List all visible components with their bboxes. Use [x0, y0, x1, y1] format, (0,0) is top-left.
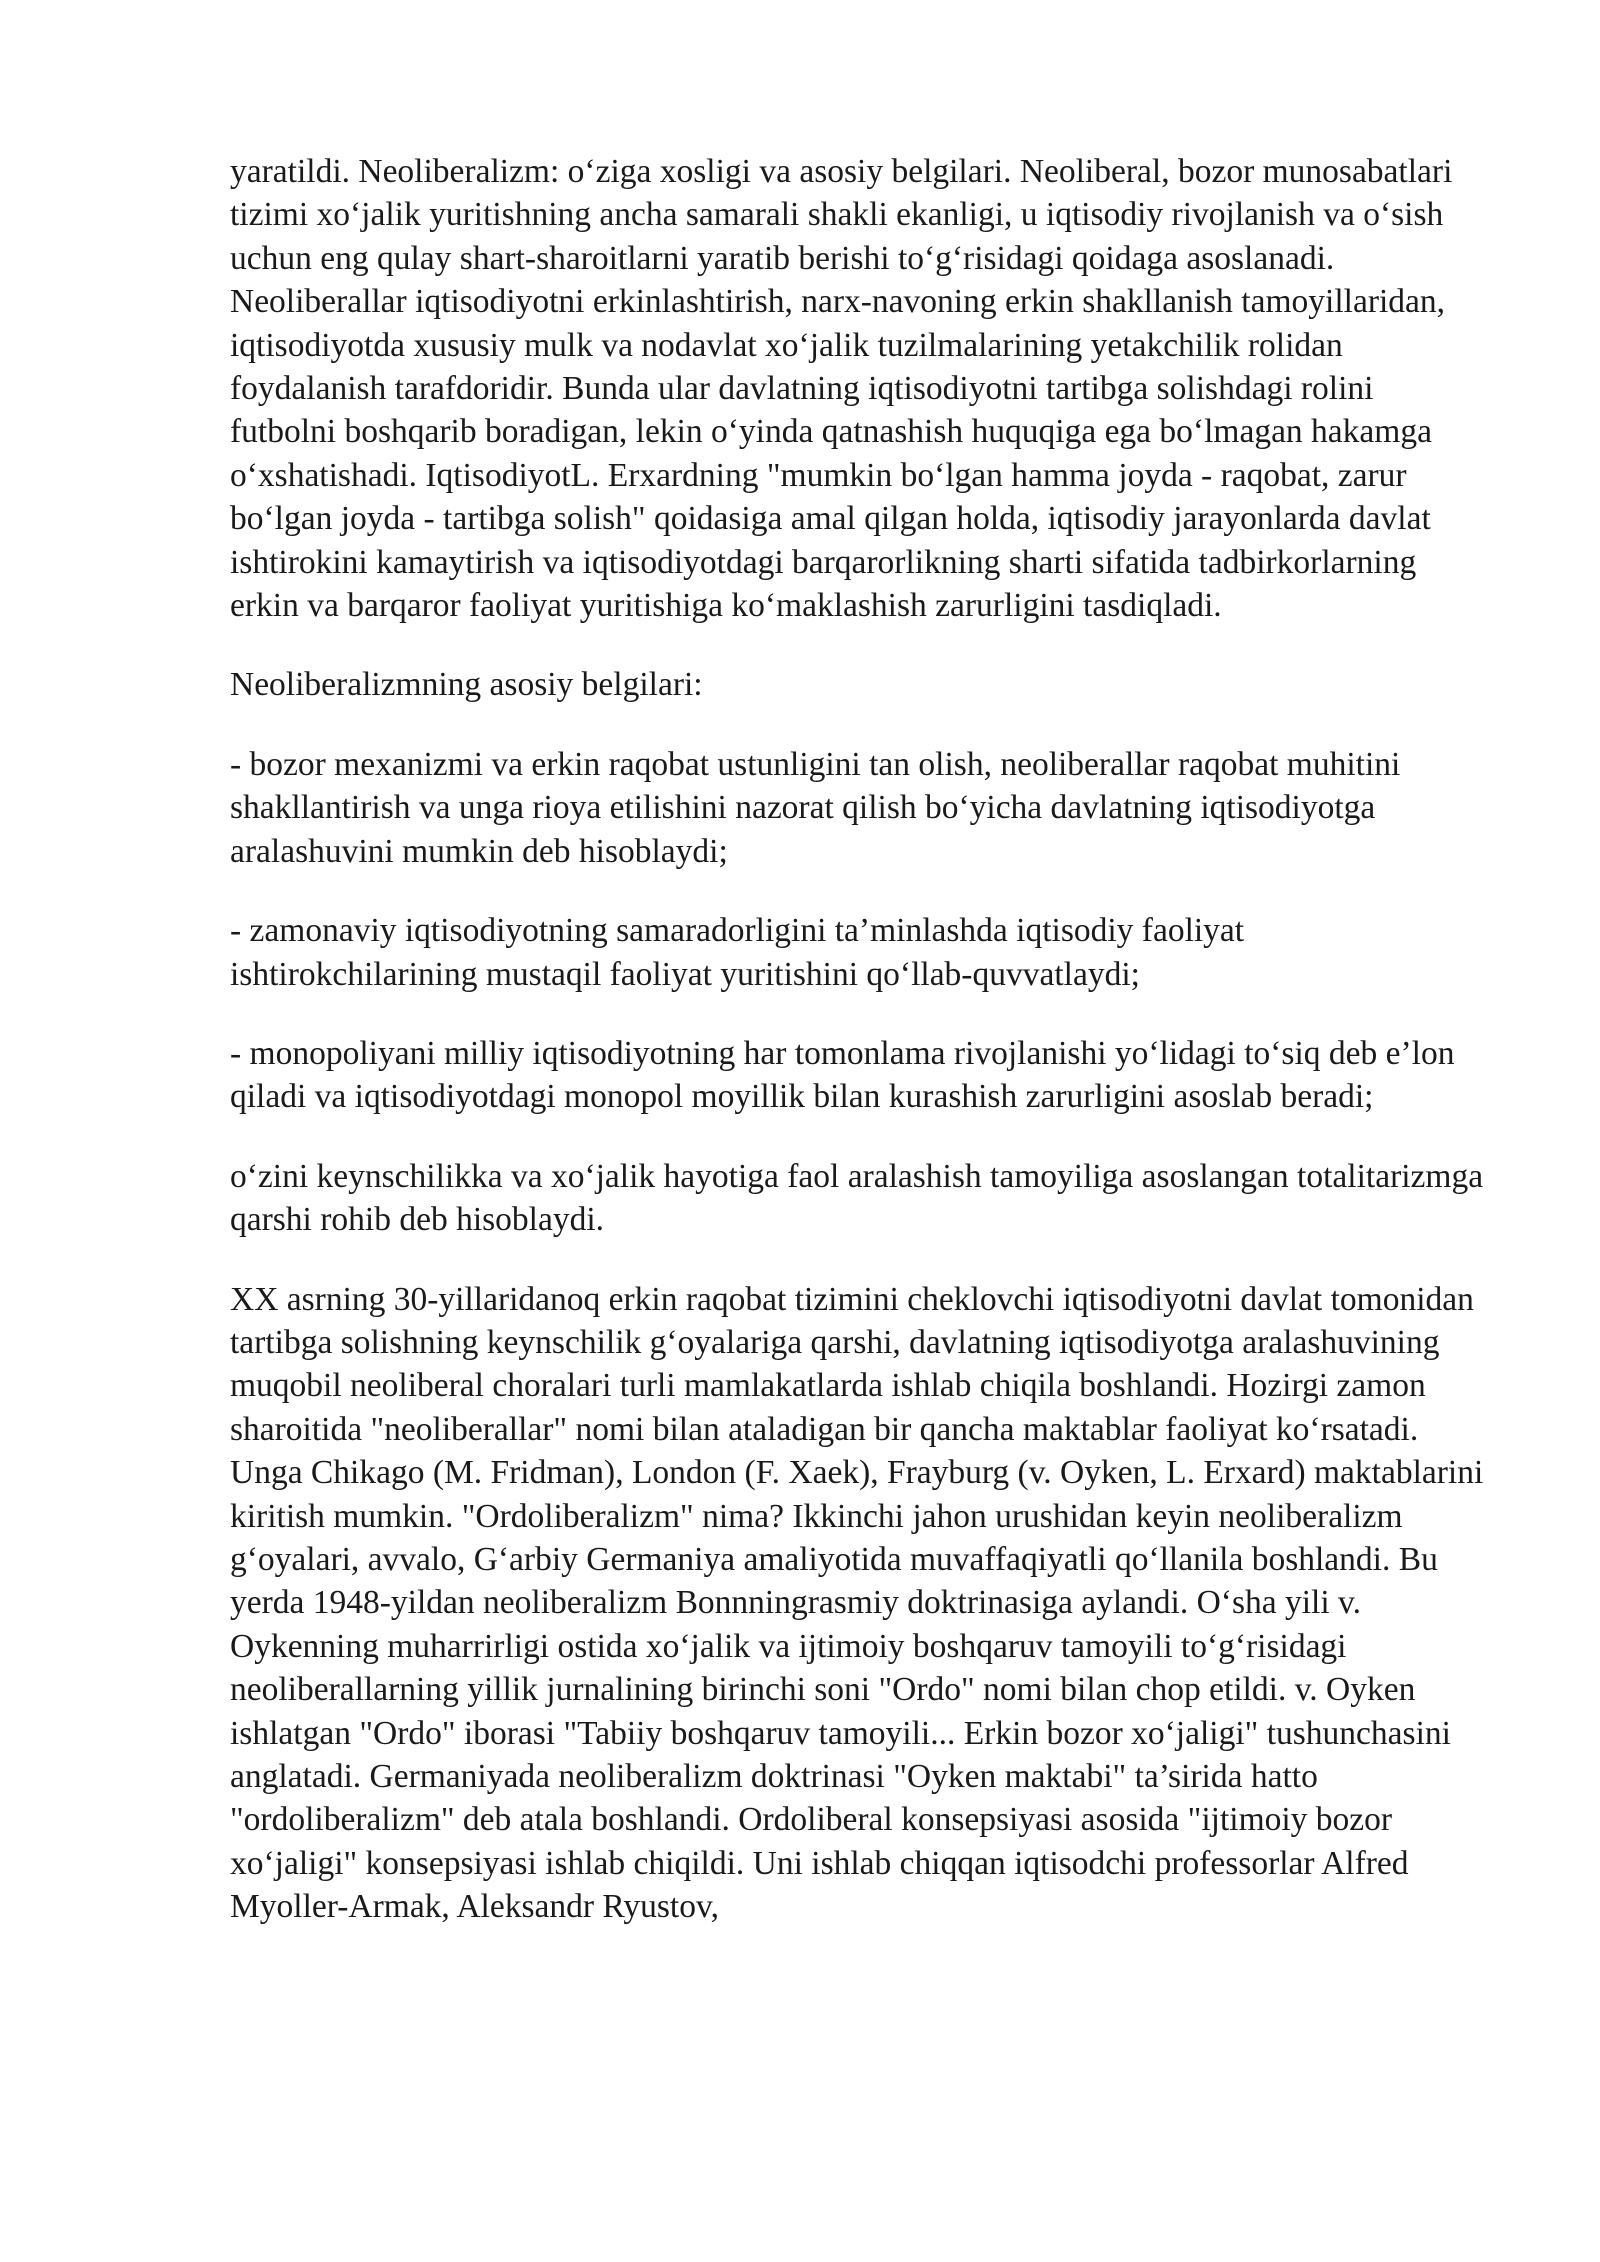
paragraph-history-ordoliberalism: XX asrning 30-yillaridanoq erkin raqobat tizimini cheklovchi iqtisodiyotni davlat tomonidan tartibga solishning keynschilik g‘oyalariga qarshi, davlatning iqtisodiyotga aralashuvining muqobil neoliberal choralari turli mamlakatlarda ishlab chiqila boshlandi. Hozirgi zamon sharoitida "neoliberallar" nomi bilan ataladigan bir qancha maktablar faoliyat ko‘rsatadi. Unga Chikago (M. Fridman), London (F. Xaek), Frayburg (v. Oyken, L. Erxard) maktablarini kiritish mumkin. "Ordoliberalizm" nima? Ikkinchi jahon urushidan keyin neoliberalizm g‘oyalari, avvalo, G‘arbiy Germaniya amaliyotida muvaffaqiyatli qo‘llanila boshlandi. Bu yerda 1948-yildan neoliberalizm Bonnningrasmiy doktrinasiga aylandi. O‘sha yili v. Oykenning muharrirligi ostida xo‘jalik va ijtimoiy boshqaruv tamoyili to‘g‘risidagi neoliberallarning yillik jurnalining birinchi soni "Ordo" nomi bilan chop etildi. v. Oyken ishlatgan "Ordo" iborasi "Tabiiy boshqaruv tamoyili... Erkin bozor xo‘jaligi" tushunchasini anglatadi. Germaniyada neoliberalizm doktrinasi "Oyken maktabi" ta’sirida hatto "ordoliberalizm" deb atala boshlandi. Ordoliberal konsepsiyasi asosida "ijtimoiy bozor xo‘jaligi" konsepsiyasi ishlab chiqildi. Uni ishlab chiqqan iqtisodchi professorlar Alfred Myoller-Armak, Aleksandr Ryustov, — [230, 1280, 1484, 1926]
paragraph-feature-efficiency: - zamonaviy iqtisodiyotning samaradorligini ta’minlashda iqtisodiy faoliyat ishtirokchilarining mustaqil faoliyat yuritishini qo‘llab-quvvatlaydi; — [230, 912, 1245, 993]
paragraph-feature-keynesianism: o‘zini keynschilikka va xo‘jalik hayotiga faol aralashish tamoyiliga asoslangan totalitarizmga qarshi rohib deb hisoblaydi. — [230, 1157, 1484, 1239]
document-page — [230, 150, 1485, 1965]
paragraph-feature-monopoly: - monopoliyani milliy iqtisodiyotning har tomonlama rivojlanishi yo‘lidagi to‘siq deb e’lon qiladi va iqtisodiyotdagi monopol moyillik bilan kurashish zarurligini asoslab beradi; — [230, 1034, 1455, 1116]
paragraph-feature-market: - bozor mexanizmi va erkin raqobat ustunligini tan olish, neoliberallar raqobat muhitini shakllantirish va unga rioya etilishini nazorat qilish bo‘yicha davlatning iqtisodiyotga aralashuvini mumkin deb hisoblaydi; — [230, 745, 1401, 870]
paragraph-features-heading: Neoliberalizmning asosiy belgilari: — [230, 666, 703, 704]
paragraph-neoliberalism-intro: yaratildi. Neoliberalizm: o‘ziga xosligi va asosiy belgilari. Neoliberal, bozor munosabatlari tizimi xo‘jalik yuritishning ancha samarali shakli ekanligi, u iqtisodiy rivojlanish va o‘sish uchun eng qulay shart-sharoitlarni yaratib berishi to‘g‘risidagi qoidaga asoslanadi. Neoliberallar iqtisodiyotni erkinlashtirish, narx-navoning erkin shakllanish tamoyillaridan, iqtisodiyotda xususiy mulk va nodavlat xo‘jalik tuzilmalarining yetakchilik rolidan foydalanish tarafdoridir. Bunda ular davlatning iqtisodiyotni tartibga solishdagi rolini futbolni boshqarib boradigan, lekin o‘yinda qatnashish huquqiga ega bo‘lmagan hakamga o‘xshatishadi. IqtisodiyotL. Erxardning "mumkin bo‘lgan hamma joyda - raqobat, zarur bo‘lgan joyda - tartibga solish" qoidasiga amal qilgan holda, iqtisodiy jarayonlarda davlat ishtirokini kamaytirish va iqtisodiyotdagi barqarorlikning sharti sifatida tadbirkorlarning erkin va barqaror faoliyat yuritishiga ko‘maklashish zarurligini tasdiqladi. — [230, 153, 1453, 625]
